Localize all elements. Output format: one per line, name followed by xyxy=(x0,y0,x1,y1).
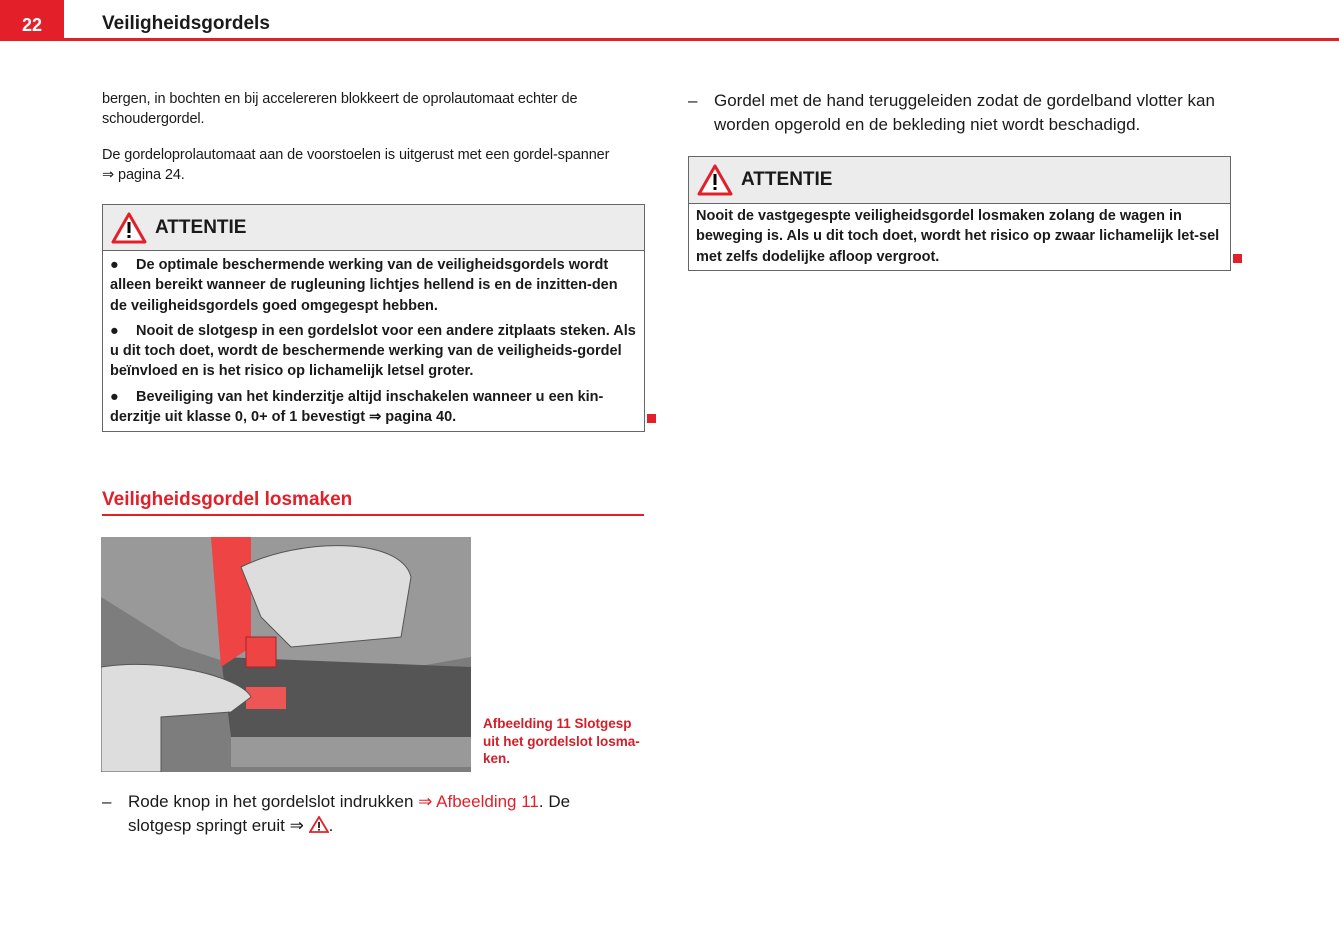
warning-triangle-icon xyxy=(697,164,733,196)
warning-item-text: De optimale beschermende werking van de veiligheidsgordels wordt alleen bereikt wanneer de rugleuning lichtjes hellend is en de inzitten-den de veiligheidsgordels goed omgegespt hebben. xyxy=(110,257,618,314)
warning-title: ATTENTIE xyxy=(741,169,833,190)
warning-item-text: Nooit de slotgesp in een gordelslot voor een andere zitplaats steken. Als u dit toch doet, wordt de beschermende werking van de veiligheids-gordel beïnvloed en is het risico op lichamelijk letsel groter. xyxy=(110,322,636,380)
figure-seatbelt-buckle xyxy=(101,537,471,772)
seatbelt-illustration xyxy=(101,537,471,772)
step-guide-belt xyxy=(688,89,1233,136)
warning-title: ATTENTIE xyxy=(155,216,247,238)
step-text: . xyxy=(328,815,334,835)
page-number: 22 xyxy=(0,0,64,40)
dash: – xyxy=(688,91,698,110)
warning-header xyxy=(103,205,644,251)
warning-item: ● Beveiliging van het kinderzitje altijd inschakelen wanneer u een kin-derzitje uit klasse 0, 0+ of 1 bevestigt ⇒ pagina 40. xyxy=(110,388,604,426)
end-marker xyxy=(1233,254,1242,263)
paragraph-1: bergen, in bochten en bij accelereren blokkeert de oprolautomaat echter de schoudergordel. xyxy=(102,91,578,127)
page-title: Veiligheidsgordels xyxy=(102,13,270,34)
end-marker xyxy=(647,414,656,423)
warning-body: Nooit de vastgegespte veiligheidsgordel losmaken zolang de wagen in beweging is. Als u dit toch doet, wordt het risico op zwaar lichamelijk let-sel met zelfs dodelijke afloop vergroot. xyxy=(696,208,1220,265)
paragraph-2: De gordeloprolautomaat aan de voorstoelen is uitgerust met een gordel-spanner ⇒ pagina 24. xyxy=(102,147,610,183)
warning-header xyxy=(689,157,1230,204)
warning-item-text: Beveiliging van het kinderzitje altijd inschakelen wanneer u een kin-derzitje uit klasse 0, 0+ of 1 bevestigt ⇒ pagina 40. xyxy=(110,388,604,426)
dash: – xyxy=(102,792,112,811)
warning-box-right xyxy=(688,156,1231,271)
figure-caption: Afbeelding 11 Slotgesp uit het gordelslot losma-ken. xyxy=(483,716,640,766)
header-rule xyxy=(0,38,1339,41)
warning-item: ● De optimale beschermende werking van de veiligheidsgordels wordt alleen bereikt wanneer de rugleuning lichtjes hellend is en de inzitten-den de veiligheidsgordels goed omgegespt hebben. xyxy=(110,257,618,314)
section-heading: Veiligheidsgordel losmaken xyxy=(102,489,353,510)
warning-triangle-icon xyxy=(111,212,147,244)
warning-box-left xyxy=(102,204,645,432)
step-text: Gordel met de hand teruggeleiden zodat de gordelband vlotter kan worden opgerold en de bekleding niet wordt beschadigd. xyxy=(714,91,1215,134)
warning-body xyxy=(103,251,644,436)
warning-item: ● Nooit de slotgesp in een gordelslot voor een andere zitplaats steken. Als u dit toch doet, wordt de beschermende werking van de veiligheids-gordel beïnvloed en is het risico op lichamelijk letsel groter. xyxy=(110,322,636,380)
step-press-button xyxy=(102,790,647,837)
section-rule xyxy=(102,514,644,516)
figure-link[interactable]: ⇒ Afbeelding 11 xyxy=(418,792,539,811)
warning-triangle-link-icon[interactable] xyxy=(309,816,329,833)
step-text: . De slotgesp springt eruit ⇒ xyxy=(128,792,571,835)
step-text: Rode knop in het gordelslot indrukken xyxy=(128,792,419,811)
